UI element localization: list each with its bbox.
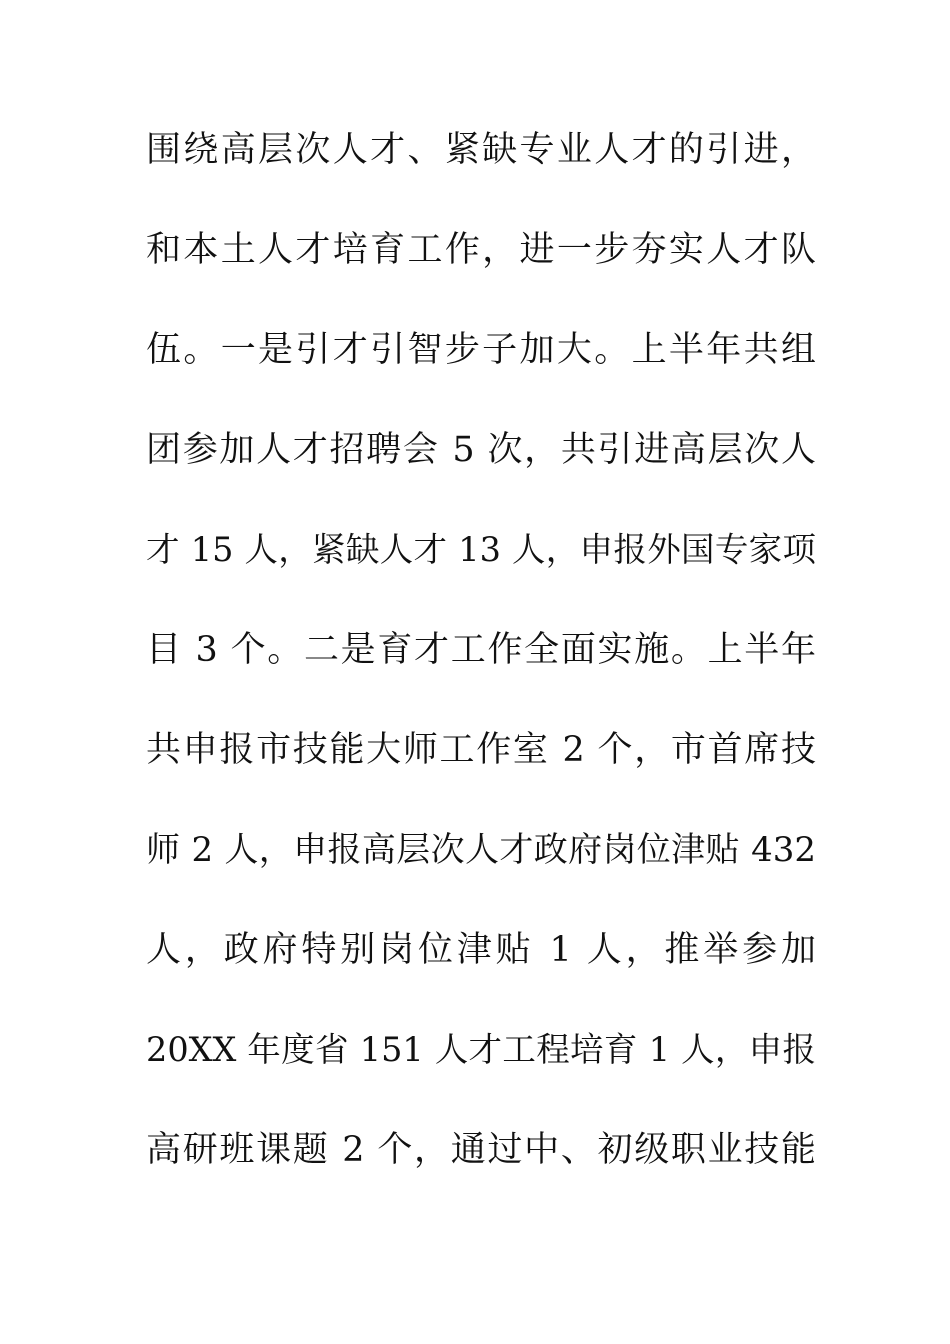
text-line: 高研班课题 2 个，通过中、初级职业技能	[146, 1130, 816, 1170]
text-line: 共申报市技能大师工作室 2 个，市首席技	[146, 730, 816, 770]
text-line: 师 2 人，申报高层次人才政府岗位津贴 432	[146, 830, 816, 870]
text-line: 和本土人才培育工作，进一步夯实人才队	[146, 230, 816, 270]
text-line: 围绕高层次人才、紧缺专业人才的引进，	[146, 130, 816, 170]
text-line: 才 15 人，紧缺人才 13 人，申报外国专家项	[146, 530, 816, 569]
text-line: 目 3 个。二是育才工作全面实施。上半年	[146, 630, 816, 670]
text-line: 团参加人才招聘会 5 次，共引进高层次人	[146, 430, 816, 470]
text-line: 伍。一是引才引智步子加大。上半年共组	[146, 330, 816, 370]
text-line: 人，政府特别岗位津贴 1 人，推举参加	[146, 930, 816, 970]
text-line: 20XX 年度省 151 人才工程培育 1 人，申报	[146, 1030, 816, 1069]
body-paragraph	[146, 120, 816, 1220]
